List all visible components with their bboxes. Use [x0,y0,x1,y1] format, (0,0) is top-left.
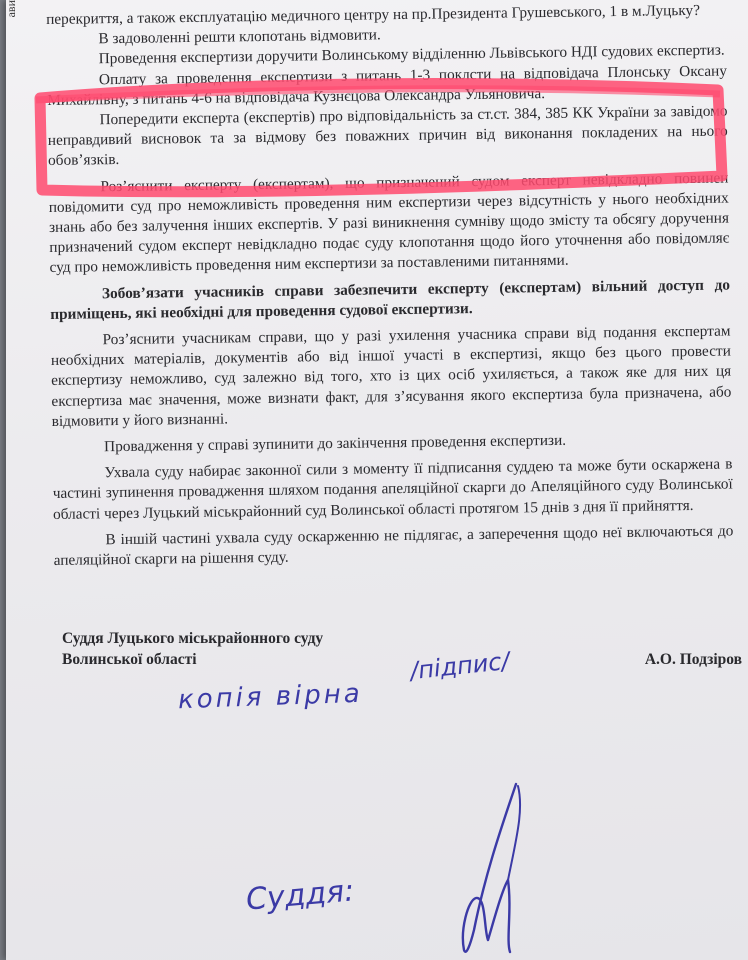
paragraph: перекриття, а також експлуатацію медичного центру на пр.Президента Грушевського, 1 в м.Луцьку? [46,1,701,28]
paragraph: В задоволенні решти клопотань відмовити. [98,26,381,48]
court-title-line2: Волинської області [62,651,197,668]
judge-name: А.О. Подзіров [644,651,742,668]
document-page [6,0,748,960]
paragraph: Роз’яснити учасникам справи, що у разі ухилення учасника справи від подання експертам необхідних матеріалів, документів або від іншої участі в експертизі, якщо без цього провести експертизу неможливо, суд залежно від того, хто із цих осіб ухиляється, а також яке для них ця експертиза має значення, може визнати факт, для з’ясування якого експертиза була призначена, або відмовити у його визнанні. [50,322,732,430]
judge-signature-scribble [446,780,536,960]
handwritten-judge-label: Суддя: [244,873,356,918]
paragraph: Попередити експерта (експертів) про відповідальність за ст.ст. 384, 385 КК України за завідомо неправдивий висновок та за відмову без поважних причин від виконання покладених на нього обов’язків. [47,102,728,170]
court-title-line1: Суддя Луцького міськрайонного суду [62,630,324,647]
signature-block [62,628,742,670]
paragraph: Роз’яснити експерту (експертам), що призначений судом експерт невідкладно повинен повідомити суд про неможливість проведення ним експертизи через відсутність у нього необхідних знань або без залучення інших експертів. У разі виникнення сумніву щодо змісту та обсягу доручення призначений судом експерт невідкладно подає суду клопотання щодо його уточнення або повідомляє суд про неможливість проведення ним експертизи за поставленими питаннями. [48,169,730,277]
paragraph: Оплату за проведення експертизи з питань 1-3 поклсти на відповідача Плонську Оксану Михайлівну, з питань 4-6 на відповідача Кузнєцова Олександра Ульяновича. [47,62,728,109]
paragraph: Ухвала суду набирає законної сили з моменту її підписання суддею та може бути оскаржена в частині зупинення провадження шляхом подання апеляційної скарги до Апеляційного суду Волинської області через Луцький міськрайонний суд Волинської області протягом 15 днів з дня її прийняття. [52,455,733,523]
ruling-text [46,1,734,572]
handwritten-copy-true: копія вірна [177,678,364,716]
handwritten-signed-note: /підпис/ [408,646,511,686]
paragraph: Проведення експертизи доручити Волинському відділенню Львівського НДІ судових експертиз. [98,41,725,68]
paragraph: Провадження у справі зупинити до закінчення проведення експертизи. [103,431,567,456]
paragraph-bold: Зобов’язати учасників справи забезпечити експерту (експертам) вільний доступ до приміщень, які необхідні для проведення судової експертизи. [50,276,731,323]
edge-fragment: ави [4,0,18,18]
paragraph: В іншій частині ухвала суду оскарженню не підлягає, а заперечення щодо неї включаються до апеляційної скарги на рішення суду. [53,522,734,570]
